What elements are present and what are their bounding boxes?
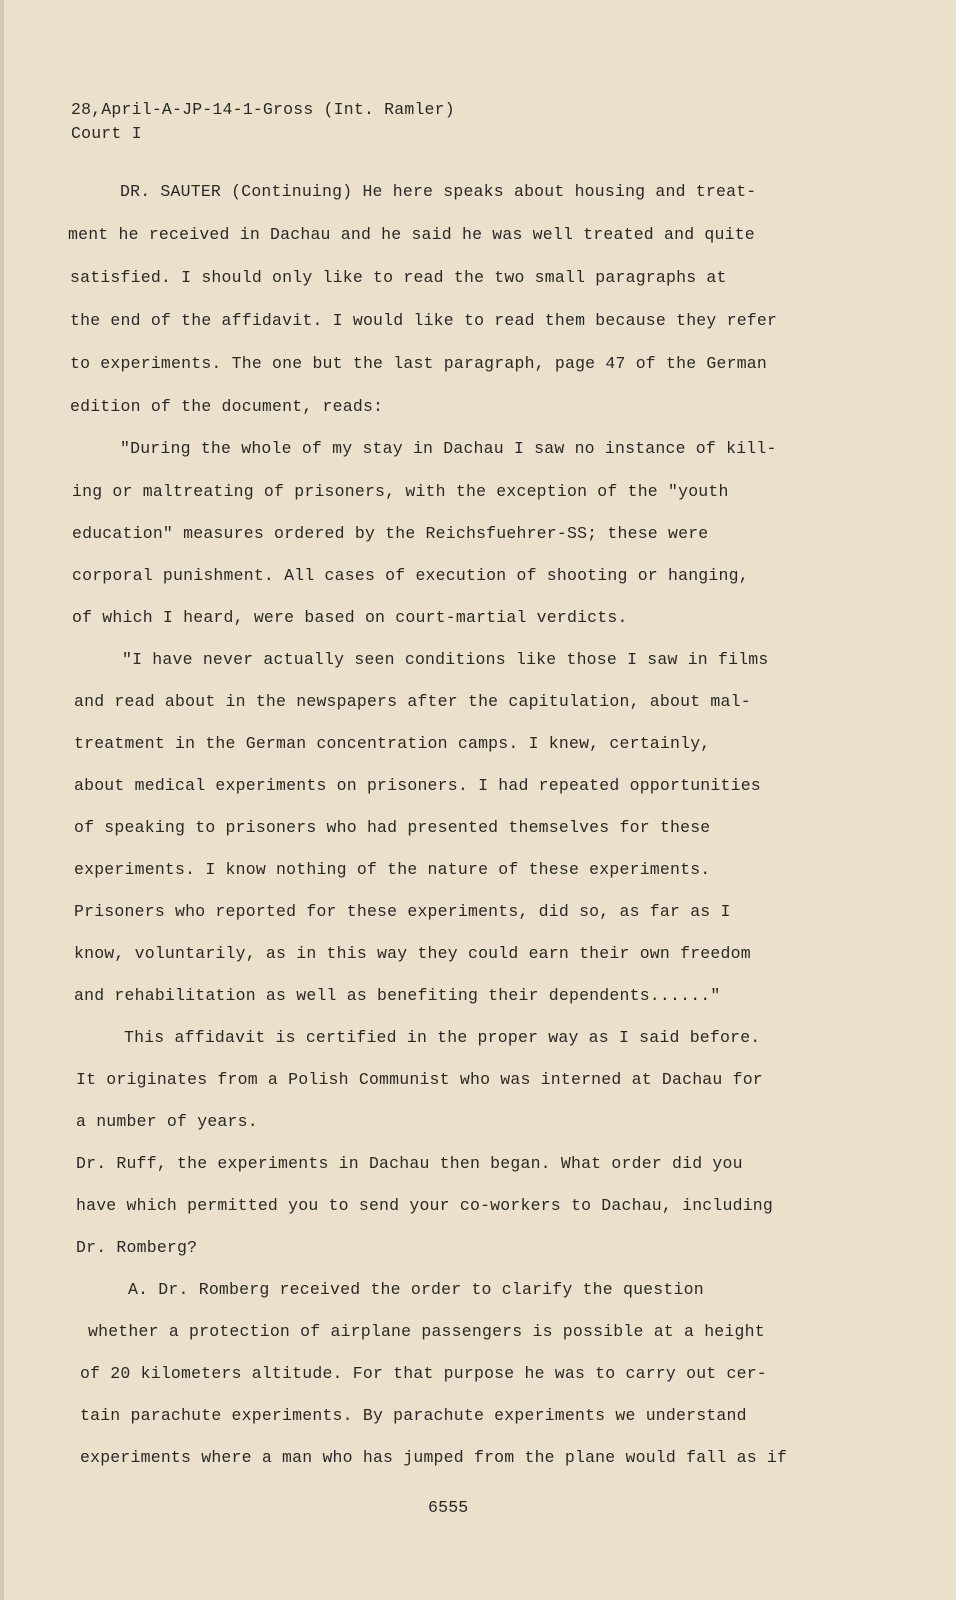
body-line: ment he received in Dachau and he said he was well treated and quite xyxy=(68,225,755,244)
header-line-1: 28,April-A-JP-14-1-Gross (Int. Ramler) xyxy=(71,100,455,119)
body-line: corporal punishment. All cases of execution of shooting or hanging, xyxy=(72,566,749,585)
body-line: tain parachute experiments. By parachute experiments we understand xyxy=(80,1406,747,1425)
body-line: of which I heard, were based on court-martial verdicts. xyxy=(72,608,628,627)
body-line: "I have never actually seen conditions like those I saw in films xyxy=(122,650,769,669)
body-line: to experiments. The one but the last paragraph, page 47 of the German xyxy=(70,354,768,373)
body-line: experiments. I know nothing of the nature of these experiments. xyxy=(74,860,711,879)
body-line: This affidavit is certified in the proper way as I said before. xyxy=(124,1028,761,1047)
body-line: a number of years. xyxy=(76,1112,258,1131)
body-line: Dr. Romberg? xyxy=(76,1238,198,1257)
body-line: the end of the affidavit. I would like to read them because they refer xyxy=(70,311,778,330)
body-line: and rehabilitation as well as benefiting their dependents......" xyxy=(74,986,721,1005)
body-line: and read about in the newspapers after the capitulation, about mal- xyxy=(74,692,751,711)
body-line: experiments where a man who has jumped from the plane would fall as if xyxy=(80,1448,788,1467)
body-line: A. Dr. Romberg received the order to clarify the question xyxy=(128,1280,704,1299)
body-line: know, voluntarily, as in this way they could earn their own freedom xyxy=(74,944,751,963)
body-line: of speaking to prisoners who had presented themselves for these xyxy=(74,818,711,837)
body-line: "During the whole of my stay in Dachau I saw no instance of kill- xyxy=(120,439,777,458)
body-line: education" measures ordered by the Reichsfuehrer-SS; these were xyxy=(72,524,709,543)
header-line-2: Court I xyxy=(71,124,142,143)
body-line: Prisoners who reported for these experiments, did so, as far as I xyxy=(74,902,731,921)
body-line: of 20 kilometers altitude. For that purpose he was to carry out cer- xyxy=(80,1364,767,1383)
body-line: ing or maltreating of prisoners, with the exception of the "youth xyxy=(72,482,729,501)
body-line: It originates from a Polish Communist who was interned at Dachau for xyxy=(76,1070,763,1089)
body-line: about medical experiments on prisoners. I had repeated opportunities xyxy=(74,776,761,795)
body-line: edition of the document, reads: xyxy=(70,397,384,416)
body-line: treatment in the German concentration camps. I knew, certainly, xyxy=(74,734,711,753)
body-line: satisfied. I should only like to read the two small paragraphs at xyxy=(70,268,727,287)
body-line: whether a protection of airplane passengers is possible at a height xyxy=(88,1322,765,1341)
body-line: have which permitted you to send your co-workers to Dachau, including xyxy=(76,1196,774,1215)
body-line: Dr. Ruff, the experiments in Dachau then began. What order did you xyxy=(76,1154,743,1173)
page-edge xyxy=(0,0,4,1600)
body-line: DR. SAUTER (Continuing) He here speaks about housing and treat- xyxy=(120,182,757,201)
page-number: 6555 xyxy=(428,1498,469,1517)
